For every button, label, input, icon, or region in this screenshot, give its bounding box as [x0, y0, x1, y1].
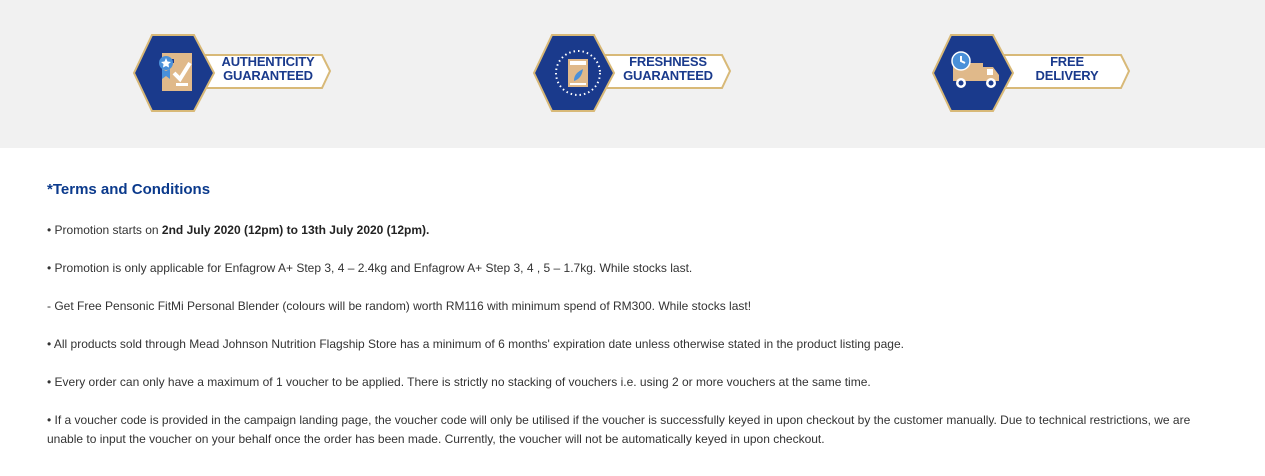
- authenticity-badge: [132, 33, 332, 113]
- terms-title: *Terms and Conditions: [47, 181, 211, 198]
- promotion-dates: 2nd July 2020 (12pm) to 13th July 2020 (12pm).: [161, 223, 430, 237]
- terms-item: • Promotion is only applicable for Enfagrow A+ Step 3, 4 – 2.4kg and Enfagrow A+ Step 3, 4 , 5 – 1.7kg. While stocks last.: [47, 261, 693, 275]
- badge-label: FRESHNESS GUARANTEED: [623, 54, 713, 83]
- terms-item-text: • Promotion starts on: [47, 223, 162, 237]
- certificate-icon: [154, 49, 200, 95]
- terms-section: [47, 148, 1227, 449]
- terms-item: • Every order can only have a maximum of 1 voucher to be applied. There is strictly no stacking of vouchers i.e. using 2 or more vouchers at the same time.: [47, 375, 871, 389]
- free-delivery-badge: [931, 33, 1131, 113]
- badge-label: AUTHENTICITY GUARANTEED: [221, 54, 315, 83]
- terms-item: - Get Free Pensonic FitMi Personal Blender (colours will be random) worth RM116 with minimum spend of RM300. While stocks last!: [47, 299, 752, 313]
- trust-badges-banner: [0, 0, 1265, 148]
- delivery-truck-icon: [947, 49, 1003, 95]
- terms-item: • If a voucher code is provided in the campaign landing page, the voucher code will only be utilised if the voucher is successfully keyed in upon checkout by the customer manually. Due to technical restrictions, we are unable to input the voucher on your behalf once the order has been made. Currently, the voucher will not be automatically keyed in upon checkout.: [47, 413, 1191, 446]
- fresh-milk-icon: [552, 47, 604, 99]
- terms-item: [47, 221, 1227, 240]
- terms-item: • All products sold through Mead Johnson Nutrition Flagship Store has a minimum of 6 months' expiration date unless otherwise stated in the product listing page.: [47, 337, 904, 351]
- badge-label: FREE DELIVERY: [1035, 54, 1099, 83]
- freshness-badge: [532, 33, 732, 113]
